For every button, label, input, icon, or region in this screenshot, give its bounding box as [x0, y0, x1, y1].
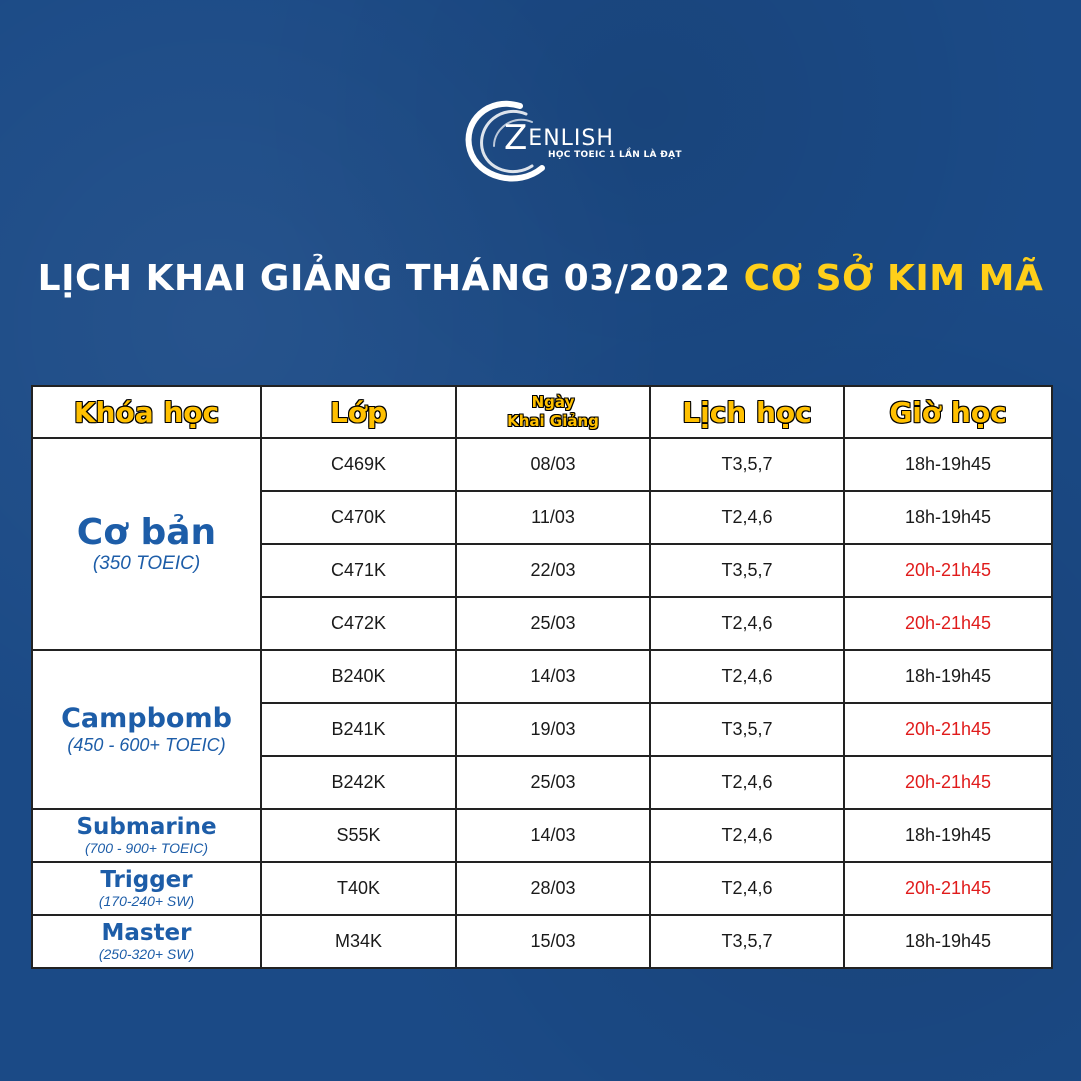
header-start-date [456, 386, 650, 438]
start-date-cell: 25/03 [456, 597, 650, 650]
table-row [32, 915, 1052, 968]
start-date-cell: 25/03 [456, 756, 650, 809]
class-cell: C469K [261, 438, 456, 491]
header-time: Giờ học [844, 386, 1052, 438]
start-date-cell: 19/03 [456, 703, 650, 756]
header-course: Khóa học [32, 386, 261, 438]
class-cell: B242K [261, 756, 456, 809]
course-level: (700 - 900+ TOEIC) [84, 840, 209, 856]
schedule-cell: T2,4,6 [650, 650, 844, 703]
time-cell: 18h-19h45 [844, 650, 1052, 703]
schedule-cell: T2,4,6 [650, 862, 844, 915]
schedule-cell: T2,4,6 [650, 809, 844, 862]
course-cell [32, 650, 261, 809]
schedule-cell: T3,5,7 [650, 544, 844, 597]
time-cell: 18h-19h45 [844, 915, 1052, 968]
schedule-cell: T3,5,7 [650, 915, 844, 968]
schedule-table [31, 385, 1053, 969]
header-start-line2: Khai Giảng [507, 412, 599, 430]
course-cell [32, 809, 261, 862]
class-cell: B240K [261, 650, 456, 703]
course-cell [32, 438, 261, 650]
start-date-cell: 11/03 [456, 491, 650, 544]
class-cell: C470K [261, 491, 456, 544]
page-title [0, 258, 1081, 299]
class-cell: C471K [261, 544, 456, 597]
time-cell: 18h-19h45 [844, 491, 1052, 544]
course-level: (450 - 600+ TOEIC) [67, 735, 226, 755]
time-cell: 20h-21h45 [844, 862, 1052, 915]
course-level: (350 TOEIC) [92, 553, 201, 574]
course-cell [32, 862, 261, 915]
logo-wordmark [504, 114, 614, 158]
zenlish-logo [458, 92, 698, 188]
header-class: Lớp [261, 386, 456, 438]
course-name: Submarine [76, 814, 217, 840]
table-row [32, 862, 1052, 915]
time-cell: 18h-19h45 [844, 438, 1052, 491]
time-cell: 18h-19h45 [844, 809, 1052, 862]
logo-name: ENLISH [528, 126, 614, 151]
schedule-cell: T2,4,6 [650, 756, 844, 809]
title-schedule: LỊCH KHAI GIẢNG THÁNG 03/2022 [37, 258, 731, 299]
class-cell: M34K [261, 915, 456, 968]
schedule-cell: T2,4,6 [650, 491, 844, 544]
header-start-line1: Ngày [531, 393, 575, 411]
class-cell: S55K [261, 809, 456, 862]
table-row [32, 809, 1052, 862]
schedule-cell: T3,5,7 [650, 703, 844, 756]
course-name: Trigger [100, 867, 193, 893]
course-level: (250-320+ SW) [98, 946, 195, 962]
course-name: Master [101, 920, 192, 946]
table-row [32, 438, 1052, 491]
time-cell: 20h-21h45 [844, 703, 1052, 756]
start-date-cell: 08/03 [456, 438, 650, 491]
table-row [32, 650, 1052, 703]
course-cell [32, 915, 261, 968]
class-cell: B241K [261, 703, 456, 756]
time-cell: 20h-21h45 [844, 544, 1052, 597]
schedule-cell: T2,4,6 [650, 597, 844, 650]
course-name: Campbomb [61, 703, 232, 734]
table-header-row [32, 386, 1052, 438]
title-campus: CƠ SỞ KIM MÃ [743, 258, 1044, 299]
logo-initial: Z [504, 118, 529, 158]
class-cell: C472K [261, 597, 456, 650]
course-name: Cơ bản [76, 512, 217, 553]
schedule-cell: T3,5,7 [650, 438, 844, 491]
start-date-cell: 28/03 [456, 862, 650, 915]
start-date-cell: 14/03 [456, 809, 650, 862]
course-level: (170-240+ SW) [98, 893, 195, 909]
time-cell: 20h-21h45 [844, 597, 1052, 650]
time-cell: 20h-21h45 [844, 756, 1052, 809]
start-date-cell: 14/03 [456, 650, 650, 703]
logo-tagline: HỌC TOEIC 1 LẦN LÀ ĐẠT [548, 150, 682, 160]
start-date-cell: 15/03 [456, 915, 650, 968]
header-schedule: Lịch học [650, 386, 844, 438]
class-cell: T40K [261, 862, 456, 915]
start-date-cell: 22/03 [456, 544, 650, 597]
